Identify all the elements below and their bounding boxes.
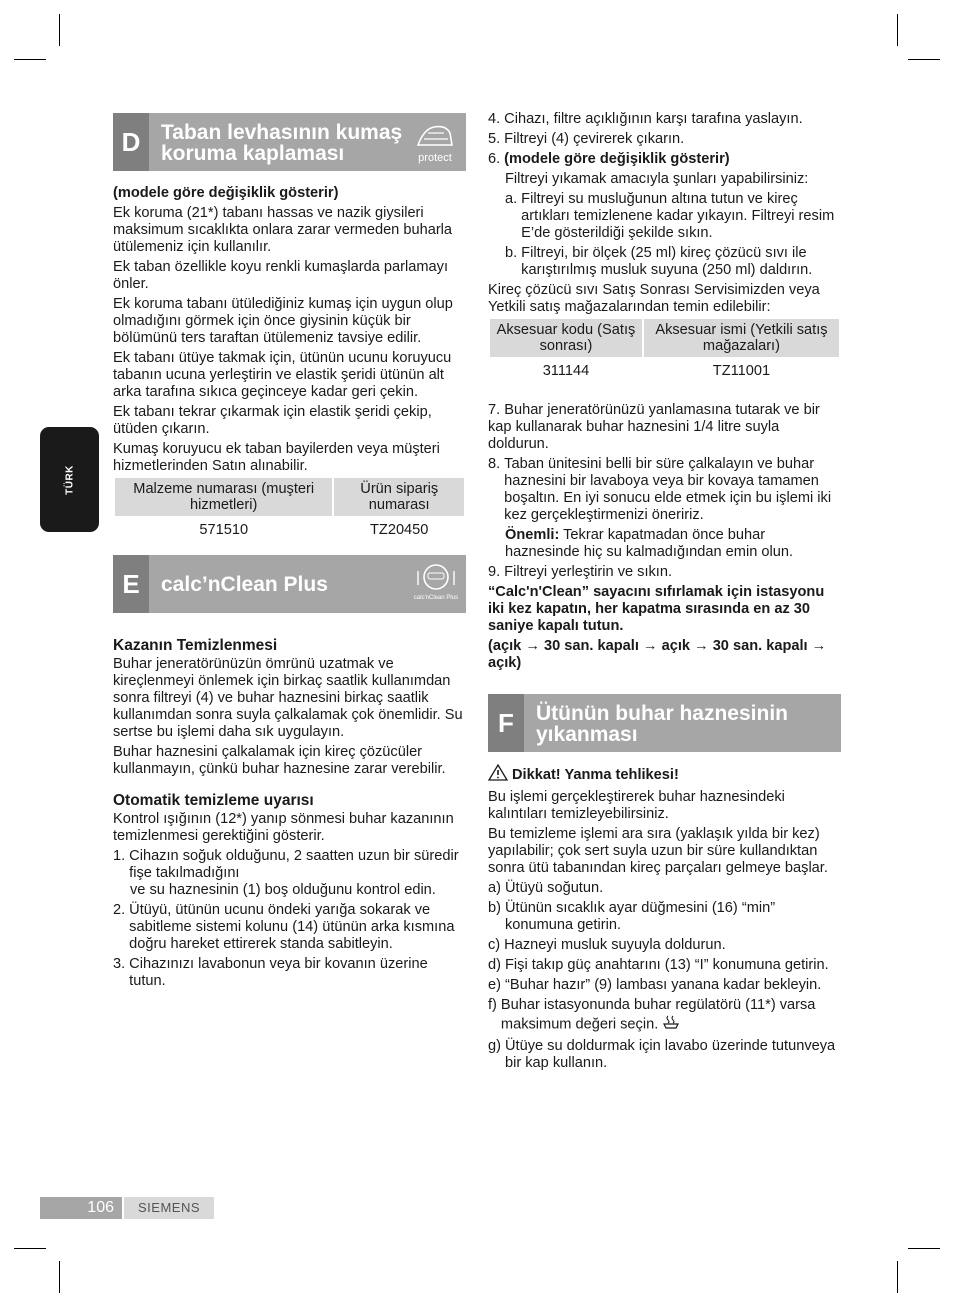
list-text: Ütüye su doldurmak için lavabo üzerinde tutunveya bir kap kullanın. [504,1038,836,1071]
crop-mark [14,59,46,60]
table-cell: TZ20450 [370,522,429,538]
list-item [488,191,841,242]
list-item [488,111,841,128]
list-item [488,977,841,994]
table-header: Malzeme numarası (muşteri hizmetleri) [115,478,332,516]
crop-mark [14,1248,46,1249]
list-text-body: Buhar istasyonunda buhar regülatörü (11*) varsa maksimum değeri seçin. [500,997,816,1033]
language-tab-label: TÜRK [64,464,75,495]
model-note: (modele göre değişiklik gösterir) [113,185,339,201]
calcnclean-icon [412,561,460,614]
list-number: 8. [488,456,501,472]
crop-mark [897,14,898,46]
list-text: Filtreyi su musluğunun altına tutun ve kireç artıkları temizlenene kadar yıkayın. Filtreyi resim E’de gösterildiği şekilde sıkın. [521,191,835,241]
list-text: Ütüyü soğutun. [504,880,604,896]
svg-text:protect: protect [418,152,452,164]
reset-text: “Calc'n'Clean” sayacını sıfırlamak için istasyonu iki kez kapatın, her kapatma sırasında en az 30 saniye kapalı tutun. [488,584,825,634]
list-text: Fişi takıp güç anahtarını (13) “I” konumuna getirin. [504,957,829,973]
protect-icon [410,119,460,170]
table-cell: 571510 [199,522,249,538]
table-header: Ürün sipariş numarası [334,478,464,516]
table-header: Aksesuar kodu (Satış sonrası) [490,319,642,357]
list-number: 4. [488,111,501,127]
list-number: d) [488,957,501,973]
subheading: Kazanın Temizlenmesi [113,637,278,654]
list-item [488,151,841,168]
part-number-table [113,478,466,543]
list-number: 2. [113,902,126,918]
steam-icon [662,1014,680,1035]
accessory-table [488,319,841,384]
left-column [113,113,466,993]
list-item [488,957,841,974]
list-item [113,882,466,899]
list-text: Filtreyi, bir ölçek (25 ml) kireç çözücü sıvı ile karıştırılmış musluk suyuna (250 ml) daldırın. [521,245,813,278]
paragraph: Ek tabanı ütüye takmak için, ütünün ucunu koruyucu tabanın ucuna yerleştirin ve elastik şeridi ütünün alt arka tarafına sıkıca geçinceye kadar geri çekin. [113,350,452,400]
list-item [488,456,841,524]
important-note [488,527,841,561]
list-text: “Buhar hazır” (9) lambası yanana kadar bekleyin. [504,977,822,993]
list-text: Hazneyi musluk suyuyla doldurun. [504,937,726,953]
list-number: 1. [113,848,126,864]
section-letter: F [488,694,524,752]
brand-name: SIEMENS [124,1197,214,1219]
list-text: Cihazı, filtre açıklığının karşı tarafına yaslayın. [504,111,803,127]
list-text: Filtreyi yerleştirin ve sıkın. [504,564,673,580]
table-cell: TZ11001 [712,363,771,379]
table-header: Aksesuar ismi (Yetkili satış mağazaları) [644,319,839,357]
paragraph: Ek koruma (21*) tabanı hassas ve nazik giysileri maksimum sıcaklıkta onlara zarar vermeden buharla ütülemeniz için kullanılır. [113,205,453,255]
reset-sequence: (açık → 30 san. kapalı → açık → 30 san. kapalı → açık) [488,638,827,671]
section-e-header [113,555,466,613]
section-f-header [488,694,841,752]
list-number: e) [488,977,501,993]
svg-text:calc'nClean Plus: calc'nClean Plus [413,595,459,601]
section-title: Ütünün buhar haznesinin yıkanması [536,702,788,746]
list-text: Ütüyü, ütünün ucunu öndeki yarığa sokarak ve sabitleme sistemi kolunu (14) ütünün arka kısmına doğru hareket ettirerek standa sabitleyin. [129,902,455,952]
list-text: Ütünün sıcaklık ayar düğmesini (16) “min” konumuna getirin. [504,900,776,933]
paragraph: Bu temizleme işlemi ara sıra (yaklaşık yılda bir kez) yapılabilir; çok sert suyla uzun bir süre kullandıktan sonra ütü tabanından kireç parçaları gelmeye başlar. [488,826,828,876]
important-label: Önemli: [505,527,560,543]
list-text: Taban ünitesini belli bir süre çalkalayın ve buhar haznesini bir lavaboya veya bir kovaya tamamen boşaltın. En iyi sonucu elde etmek için bu işlemi iki kez gerçekleştirmenizi öneririz. [504,456,832,523]
paragraph: Ek taban özellikle koyu renkli kumaşlarda parlamayı önler. [113,259,449,292]
section-letter: E [113,555,149,613]
crop-mark [908,59,940,60]
list-item [488,880,841,897]
list-number: c) [488,937,501,953]
subheading: Otomatik temizleme uyarısı [113,792,314,809]
list-number: a) [488,880,501,896]
paragraph: Buhar haznesini çalkalamak için kireç çözücüler kullanmayın, çünkü buhar haznesine zarar verebilir. [113,744,446,777]
list-number: b) [488,900,501,916]
paragraph: Ek koruma tabanı ütülediğiniz kumaş için uygun olup olmadığını görmek için önce giysinin küçük bir bölümünü ters taraftan ütülemeniz tavsiye edilir. [113,296,453,346]
section-title: calc’nClean Plus [161,573,328,596]
list-text [501,997,841,1035]
page-footer [40,1197,214,1219]
list-number: f) [488,997,497,1013]
list-item [113,848,466,882]
list-item [488,1038,841,1072]
list-item [488,131,841,148]
warning-icon [488,764,508,786]
language-tab [40,427,99,532]
list-text: (modele göre değişiklik gösterir) [504,151,730,167]
page-number: 106 [40,1197,122,1219]
list-item [488,900,841,934]
paragraph: Kireç çözücü sıvı Satış Sonrası Servisimizden veya Yetkili satış mağazalarından temin edilebilir: [488,282,820,315]
list-number: 5. [488,131,501,147]
list-item [113,902,466,953]
important-text: Tekrar kapatmadan önce buhar haznesinde hiç su kalmadığından emin olun. [505,527,794,560]
list-number: a. [505,191,518,207]
list-item [113,956,466,990]
list-text: ve su haznesinin (1) boş olduğunu kontrol edin. [130,882,436,898]
list-text: Filtreyi (4) çevirerek çıkarın. [504,131,685,147]
list-text: Cihazın soğuk olduğunu, 2 saatten uzun bir süredir fişe takılmadığını [129,848,459,881]
list-text: Cihazınızı lavabonun veya bir kovanın üzerine tutun. [129,956,428,989]
paragraph: Buhar jeneratörünüzün ömrünü uzatmak ve kireçlenmeyi önlemek için birkaç saatlik kullanımdan sonra filtreyi (4) ve buhar haznesini birkaç saatlik kullanımdan sonra suyla çalkalamak çok önemlidir. Su sertse bu işlemi daha sık uygulayın. [113,656,463,740]
list-item [488,997,841,1035]
paragraph: 7. Buhar jeneratörünüzü yanlamasına tutarak ve bir kap kullanarak buhar haznesini 1/4 litre suyla doldurun. [488,402,820,452]
list-number: b. [505,245,518,261]
list-item [488,564,841,581]
list-number: 3. [113,956,126,972]
paragraph: Filtreyi yıkamak amacıyla şunları yapabilirsiniz: [505,171,809,187]
paragraph: Bu işlemi gerçekleştirerek buhar haznesindeki kalıntıları temizleyebilirsiniz. [488,789,785,822]
paragraph: Ek tabanı tekrar çıkarmak için elastik şeridi çekip, ütüden çıkarın. [113,404,432,437]
crop-mark [59,1261,60,1293]
section-title: Taban levhasının kumaş koruma kaplaması [161,121,403,165]
warning [488,764,841,786]
section-d-header [113,113,466,171]
list-number: 6. [488,151,501,167]
crop-mark [908,1248,940,1249]
table-cell: 311144 [542,363,590,379]
list-item [488,245,841,279]
section-letter: D [113,113,149,171]
right-column [488,111,841,1075]
warning-text: Dikkat! Yanma tehlikesi! [512,766,679,783]
list-number: 9. [488,564,501,580]
paragraph: Kumaş koruyucu ek taban bayilerden veya müşteri hizmetlerinden Satın alınabilir. [113,441,440,474]
crop-mark [897,1261,898,1293]
crop-mark [59,14,60,46]
list-number: g) [488,1038,501,1054]
paragraph: Kontrol ışığının (12*) yanıp sönmesi buhar kazanının temizlenmesi gerektiğini gösterir. [113,811,454,844]
list-item [488,937,841,954]
